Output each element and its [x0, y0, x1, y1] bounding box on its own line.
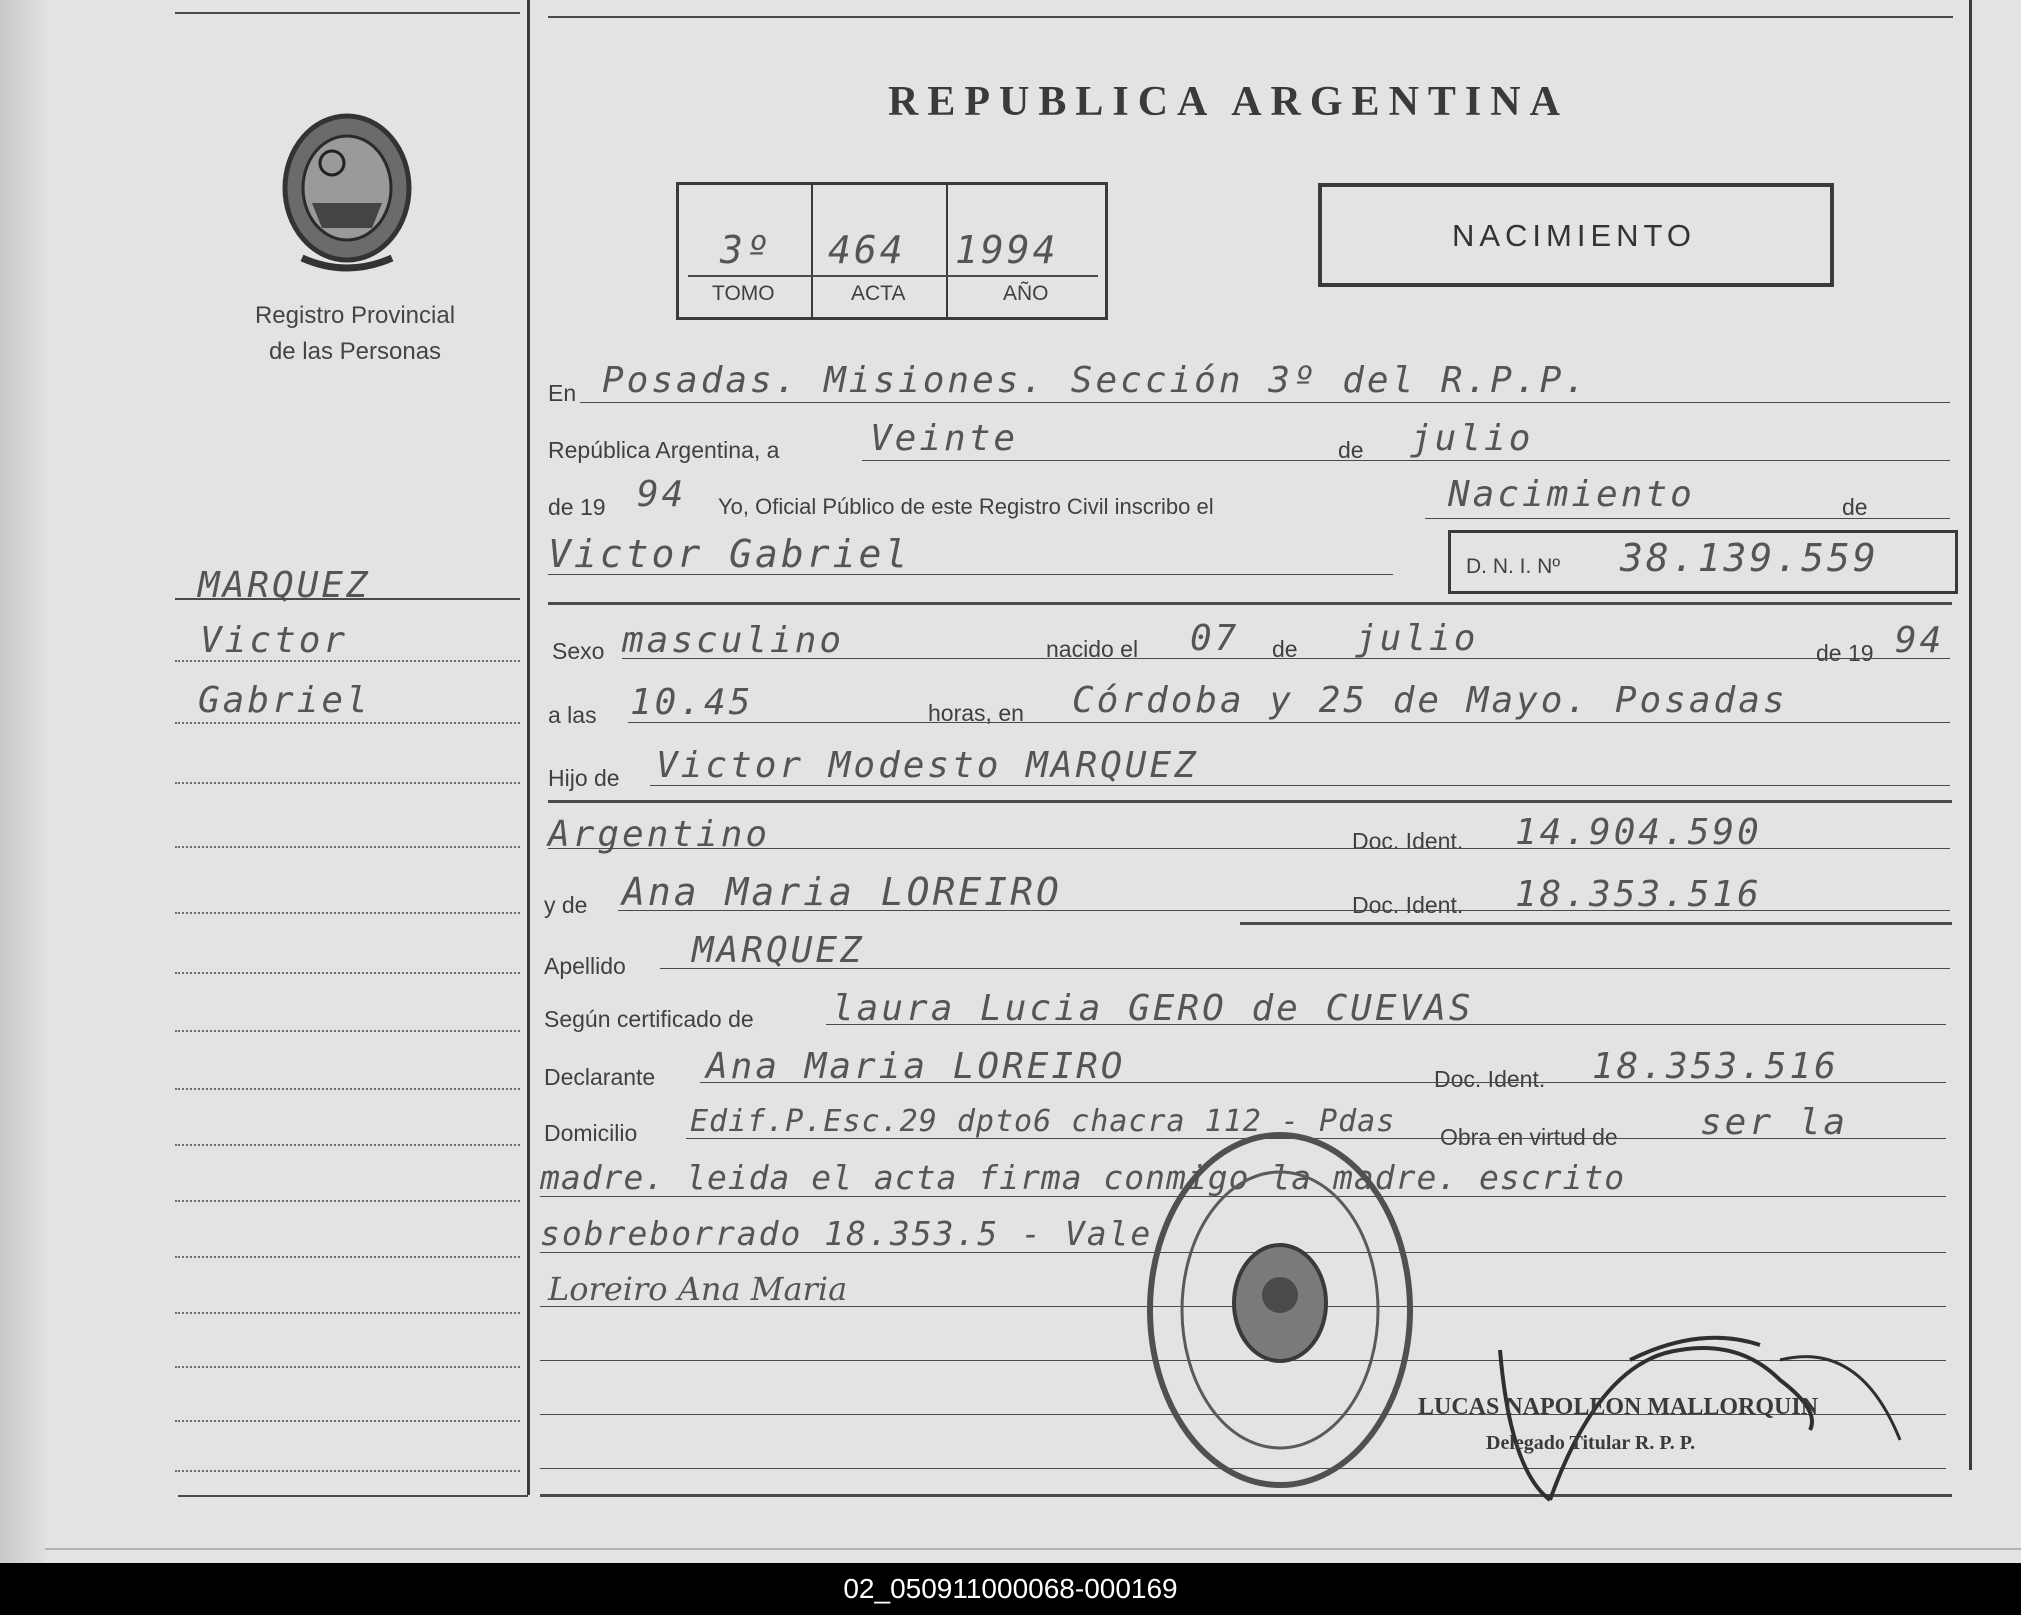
top-rule-left [175, 12, 520, 14]
margin-dotline [175, 1366, 520, 1368]
apellido-label: Apellido [544, 953, 626, 979]
top-rule-right [548, 16, 1953, 18]
declarante-value: Ana Maria LOREIRO [706, 1046, 1126, 1087]
section-rule [548, 602, 1952, 605]
column-divider [527, 0, 530, 1495]
apellido-value: MARQUEZ [692, 930, 865, 971]
a-las-label: a las [548, 702, 597, 728]
horas-label: horas, en [928, 700, 1024, 726]
y-de-label: y de [544, 892, 588, 918]
father-nationality-value: Argentino [548, 814, 771, 855]
field-rule [660, 968, 1950, 969]
de-label: de [1338, 437, 1364, 463]
margin-dotline [175, 972, 520, 974]
domicilio-label: Domicilio [544, 1120, 638, 1146]
month-value: julio [1410, 418, 1534, 459]
margin-dotline [175, 1256, 520, 1258]
official-statement: Yo, Oficial Público de este Registro Civil inscribo el [718, 494, 1214, 519]
mother-doc-value: 18.353.516 [1515, 874, 1762, 915]
image-code-bar [0, 1563, 2021, 1615]
margin-dotline [175, 1420, 520, 1422]
ano-value: 1994 [955, 228, 1059, 272]
field-rule [1425, 518, 1950, 519]
mother-name-value: Ana Maria LOREIRO [622, 870, 1062, 914]
tomo-value: 3º [720, 228, 772, 272]
birth-place-value: Córdoba y 25 de Mayo. Posadas [1072, 680, 1788, 721]
en-label: En [548, 380, 577, 406]
field-rule [548, 848, 1950, 849]
field-rule [618, 910, 1950, 911]
margin-given-name-1: Victor [200, 620, 349, 661]
section-rule [548, 800, 1952, 803]
de-label-3: de [1272, 636, 1298, 662]
ref-divider-1 [811, 182, 813, 317]
acta-value: 464 [828, 228, 906, 272]
margin-dotline [175, 660, 520, 662]
father-name-value: Victor Modesto MARQUEZ [656, 745, 1199, 786]
country-title: REPUBLICA ARGENTINA [888, 79, 1569, 125]
year-prefix: de 19 [548, 494, 606, 520]
margin-dotline [175, 1144, 520, 1146]
official-title: Delegado Titular R. P. P. [1486, 1432, 1696, 1454]
dni-value: 38.139.559 [1620, 536, 1879, 580]
ref-value-rule [688, 275, 1098, 277]
misiones-coat-of-arms-icon [272, 108, 422, 278]
field-rule [862, 460, 1950, 461]
event-value: Nacimiento [1448, 474, 1695, 515]
margin-dotline [175, 782, 520, 784]
margin-dotline [175, 1030, 520, 1032]
father-doc-value: 14.904.590 [1515, 812, 1762, 853]
ano-label: AÑO [1003, 282, 1049, 305]
birth-month-value: julio [1355, 618, 1479, 659]
official-stamp-icon [1140, 1125, 1420, 1495]
declarant-signature: Loreiro Ana Maria [548, 1270, 848, 1308]
sexo-value: masculino [622, 620, 845, 661]
registry-name-line2: de las Personas [268, 338, 442, 365]
page-edge-shadow [0, 0, 45, 1563]
birth-year-prefix: de 19 [1816, 640, 1874, 666]
obra-value: ser la [1700, 1102, 1849, 1143]
margin-dotline [175, 912, 520, 914]
margin-dotline [175, 846, 520, 848]
margin-dotline [175, 722, 520, 724]
page-bottom-edge [45, 1548, 2021, 1550]
field-rule [700, 1082, 1946, 1083]
margin-surname: MARQUEZ [198, 565, 371, 606]
declarante-doc-value: 18.353.516 [1592, 1046, 1839, 1087]
obra-label: Obra en virtud de [1440, 1124, 1618, 1150]
margin-bottom-rule [178, 1495, 528, 1497]
margin-dotline [175, 1088, 520, 1090]
official-name: LUCAS NAPOLEON MALLORQUIN [1418, 1394, 1819, 1420]
margin-dotline [175, 1470, 520, 1472]
nacido-label: nacido el [1046, 636, 1139, 662]
notes-line-1: madre. leida el acta firma conmigo la madre. escrito [540, 1158, 1626, 1197]
domicilio-value: Edif.P.Esc.29 dpto6 chacra 112 - Pdas [690, 1104, 1396, 1139]
section-rule [1240, 922, 1952, 925]
right-border [1969, 0, 1972, 1470]
tomo-label: TOMO [712, 282, 775, 305]
field-rule [650, 785, 1950, 786]
image-code: 02_050911000068-000169 [843, 1573, 1178, 1604]
sexo-label: Sexo [552, 638, 605, 664]
birth-year-suffix: 94 [1895, 620, 1945, 661]
field-rule [622, 658, 1950, 659]
segun-label: Según certificado de [544, 1006, 754, 1032]
field-rule [548, 574, 1393, 575]
de-label-2: de [1842, 494, 1868, 520]
hijo-label: Hijo de [548, 765, 620, 791]
dni-label: D. N. I. Nº [1466, 555, 1561, 578]
margin-dotline [175, 1200, 520, 1202]
record-type: NACIMIENTO [1451, 218, 1697, 253]
declarante-doc-label: Doc. Ident. [1434, 1066, 1546, 1092]
person-name-value: Victor Gabriel [548, 532, 911, 576]
margin-dotline [175, 1312, 520, 1314]
notes-line-2: sobreborrado 18.353.5 - Vale [540, 1214, 1153, 1253]
father-doc-label: Doc. Ident. [1352, 828, 1464, 854]
certificate-by-value: laura Lucia GERO de CUEVAS [832, 988, 1474, 1029]
birth-day-value: 07 [1190, 618, 1240, 659]
ref-divider-2 [946, 182, 948, 317]
registry-name-line1: Registro Provincial [254, 302, 456, 329]
margin-given-name-2: Gabriel [198, 680, 371, 721]
year-suffix: 94 [637, 474, 687, 515]
acta-label: ACTA [851, 282, 906, 305]
birth-time-value: 10.45 [630, 682, 754, 723]
field-rule [826, 1024, 1946, 1025]
mother-doc-label: Doc. Ident. [1352, 892, 1464, 918]
day-words-value: Veinte [870, 418, 1019, 459]
declarante-label: Declarante [544, 1064, 656, 1090]
place-value: Posadas. Misiones. Sección 3º del R.P.P. [602, 360, 1589, 401]
field-rule [628, 722, 1950, 723]
margin-rule-1 [175, 598, 520, 600]
field-rule [580, 402, 1950, 403]
republica-label: República Argentina, a [548, 437, 780, 463]
